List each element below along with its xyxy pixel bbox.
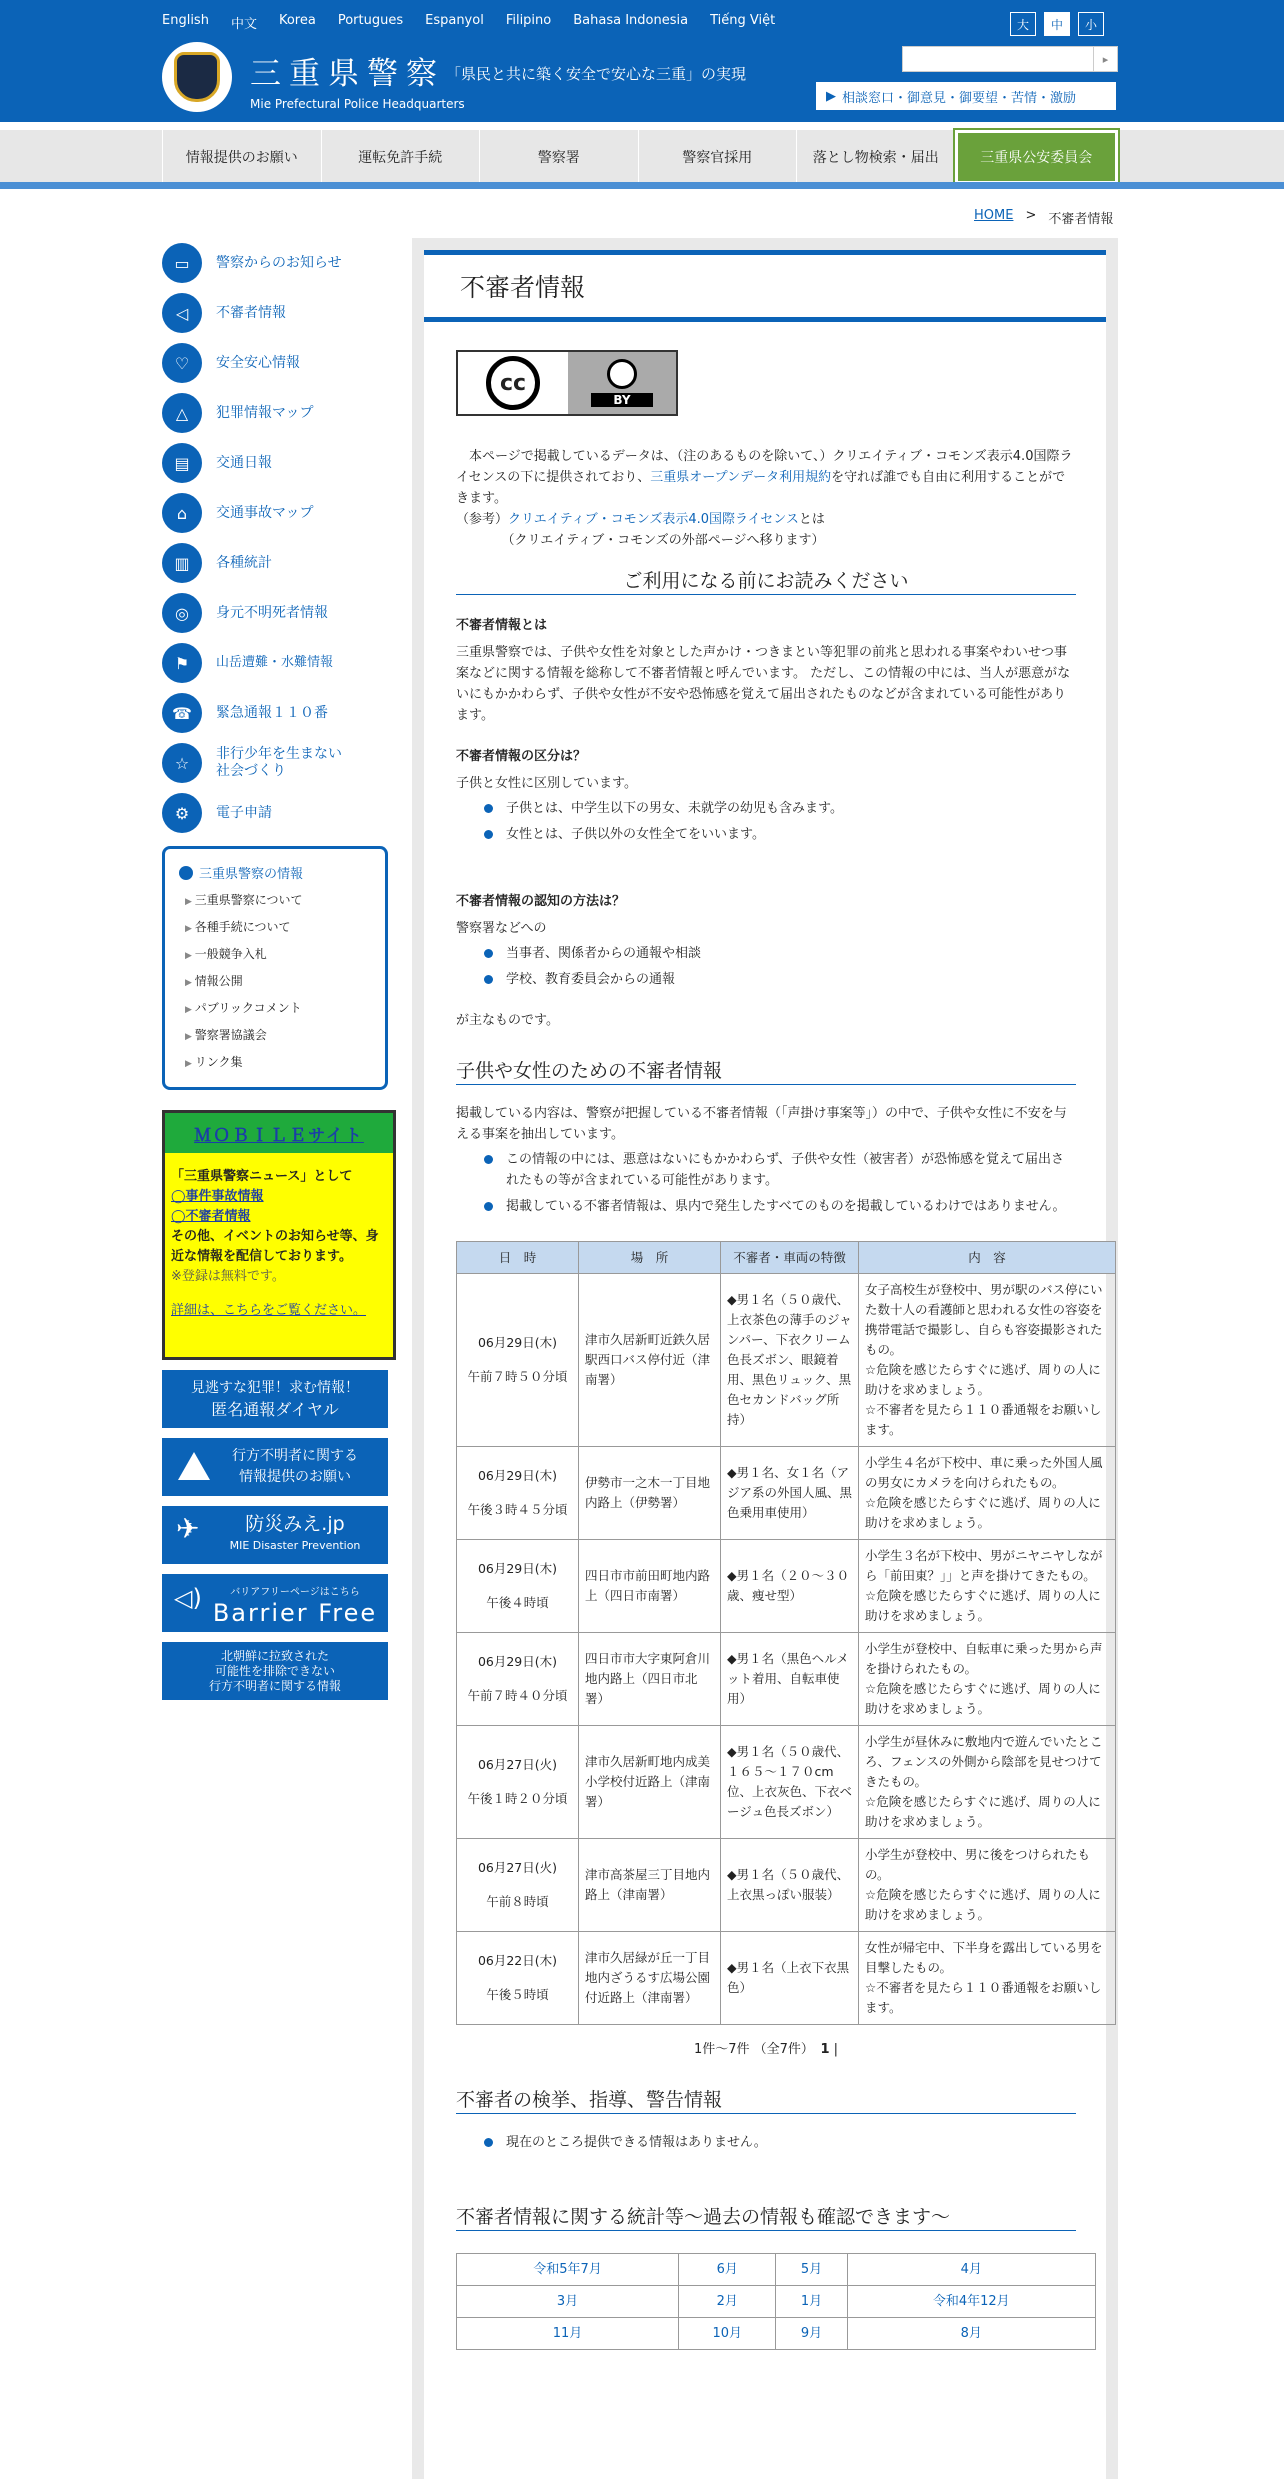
month-link[interactable]: 令和5年7月 — [457, 2254, 679, 2286]
banner-text: Barrier Free — [212, 1599, 378, 1627]
global-nav — [0, 128, 1284, 182]
content-cell: 小学生３名が下校中、男がニヤニヤしながら「前田東？」」と声を掛けてきたもの。 ☆危険を感じたらすぐに逃げ、周りの人に助けを求めましょう。 — [859, 1540, 1116, 1633]
heart-icon: ♡ — [162, 343, 202, 383]
info-link[interactable]: ▶ 警察署協議会 — [179, 1023, 371, 1050]
breadcrumb-separator: > — [1025, 208, 1037, 223]
list-item: 女性とは、子供以外の女性全てをいいます。 — [484, 824, 1076, 845]
date-text: 06月29日(木) — [477, 1654, 558, 1669]
ref-suffix: とは — [798, 512, 825, 527]
site-brand[interactable] — [250, 48, 465, 111]
feature-cell: ◆男１名（上衣下衣黒色） — [721, 1932, 859, 2025]
site-header — [0, 0, 1284, 122]
content-cell: 小学生４名が下校中、車に乗った外国人風の男女にカメラを向けられたもの。 ☆危険を感じたらすぐに逃げ、周りの人に助けを求めましょう。 — [859, 1447, 1116, 1540]
sidebar — [162, 238, 394, 1700]
main-content — [412, 238, 1118, 2479]
content-cell: 小学生が昼休みに敷地内で遊んでいたところ、フェンスの外側から陰部を見せつけてきたもの。 ☆危険を感じたらすぐに逃げ、周りの人に助けを求めましょう。 — [859, 1726, 1116, 1839]
banner-text: 防災みえ.jp — [245, 1513, 345, 1535]
feature-cell: ◆男１名（５０歳代、上衣黒っぽい服装） — [721, 1839, 859, 1932]
sidebar-item-safety[interactable] — [162, 338, 394, 388]
table-row — [457, 1540, 1116, 1633]
motto: 「県民と共に築く安全で安心な三重」の実現 — [446, 65, 747, 83]
sidebar-item-mountain[interactable] — [162, 638, 394, 688]
sidebar-item-label: 緊急通報１１０番 — [216, 704, 328, 721]
what-text: 三重県警察では、子供や女性を対象とした声かけ・つきまとい等犯罪の前兆と思われる事案やわいせつ事案などに関する情報を総称して不審者情報と呼んでいます。 ただし、この情報の中には、当人が悪意がないにもかかわらず、子供や女性が不安や恐怖感を覚えて届出されたものなどが含まれている可能性があります。 — [456, 645, 1071, 723]
table-header: 場 所 — [579, 1242, 721, 1274]
info-link[interactable]: ▶ 各種手続について — [179, 915, 371, 942]
banner-text: 情報提供のお願い — [239, 1469, 351, 1485]
month-link[interactable]: 1月 — [776, 2286, 847, 2318]
mobile-link-accident[interactable]: ◯事件事故情報 — [171, 1189, 264, 1204]
cc-license-link[interactable]: クリエイティブ・コモンズ表示4.0国際ライセンス — [508, 512, 799, 527]
table-header: 不審者・車両の特徴 — [721, 1242, 859, 1274]
month-link[interactable]: 11月 — [457, 2318, 679, 2350]
gnav-item[interactable]: 警察署 — [479, 130, 638, 184]
feature-cell: ◆男１名（５０歳代、１６５～１７０cm位、上衣灰色、下衣ベージュ色長ズボン） — [721, 1726, 859, 1839]
barrier-free-banner[interactable] — [162, 1574, 388, 1632]
feature-cell: ◆男１名、女１名（アジア系の外国人風、黒色乗用車使用） — [721, 1447, 859, 1540]
list-item: 現在のところ提供できる情報はありません。 — [484, 2132, 1076, 2153]
license-text — [456, 446, 1076, 509]
font-size-small-button[interactable]: 小 — [1078, 12, 1104, 36]
list-item: 当事者、関係者からの通報や相談 — [484, 943, 1076, 964]
sidebar-item-label: 身元不明死者情報 — [216, 604, 328, 621]
sidebar-item-label: 安全安心情報 — [216, 354, 300, 371]
search-input[interactable] — [902, 46, 1118, 72]
banner-text: 行方不明者に関する — [232, 1448, 358, 1464]
time-text: 午後４時頃 — [486, 1595, 549, 1610]
reference-text — [456, 509, 1076, 530]
font-size-large-button[interactable]: 大 — [1010, 12, 1036, 36]
what-heading: 不審者情報とは — [456, 618, 548, 633]
date-cell — [457, 1726, 579, 1839]
section-heading: 子供や女性のための不審者情報 — [456, 1061, 1076, 1085]
lang-link[interactable]: Tiếng Việt — [710, 13, 776, 28]
sidebar-item-label: 交通日報 — [216, 454, 272, 471]
sidebar-item-suspicious[interactable] — [162, 288, 394, 338]
consult-button[interactable] — [816, 82, 1116, 110]
ref-prefix: （参考） — [456, 512, 509, 527]
time-text: 午後３時４５分頃 — [467, 1502, 568, 1517]
star-icon: ☆ — [162, 743, 202, 783]
sidebar-item-accident-map[interactable] — [162, 488, 394, 538]
month-link[interactable]: 5月 — [776, 2254, 847, 2286]
consult-label: 相談窓口・御意見・御要望・苦情・激励 — [842, 90, 1077, 106]
gear-icon: ⚙ — [162, 793, 202, 833]
archive-row — [457, 2254, 1096, 2286]
map-icon: ⌂ — [162, 493, 202, 533]
license-text-part: を守れば誰でも自由に利用することができます。 — [456, 470, 1066, 506]
info-link[interactable]: ▶ リンク集 — [179, 1050, 371, 1077]
suspicious-table — [456, 1241, 1116, 2025]
content-cell: 小学生が登校中、男に後をつけられたもの。 ☆危険を感じたらすぐに逃げ、周りの人に助けを求めましょう。 — [859, 1839, 1116, 1932]
lang-link[interactable]: Korea — [278, 13, 316, 28]
time-text: 午前８時頃 — [486, 1894, 549, 1909]
mobile-text: ※登録は無料です。 — [171, 1269, 285, 1284]
page-title: 不審者情報 — [424, 250, 1106, 322]
place-cell: 四日市市大字東阿倉川地内路上（四日市北署） — [579, 1633, 721, 1726]
time-text: 午後５時頃 — [486, 1987, 549, 2002]
font-size-switch — [1010, 12, 1104, 36]
chart-icon: ▥ — [162, 543, 202, 583]
info-box-title-text: 三重県警察の情報 — [199, 867, 304, 882]
table-row — [457, 1274, 1116, 1447]
sidebar-item-label: 各種統計 — [216, 554, 272, 571]
month-link[interactable]: 8月 — [847, 2318, 1095, 2350]
place-cell: 津市高茶屋三丁目地内路上（津南署） — [579, 1839, 721, 1932]
sidebar-item-label: 犯罪情報マップ — [216, 404, 314, 421]
time-text: 午前７時４０分頃 — [467, 1688, 568, 1703]
clipboard-icon: ▤ — [162, 443, 202, 483]
site-name-en: Mie Prefectural Police Headquarters — [250, 97, 465, 111]
table-row — [457, 1447, 1116, 1540]
open-data-terms-link[interactable]: 三重県オープンデータ利用規約 — [650, 470, 832, 485]
warning-icon — [178, 1452, 210, 1480]
table-row — [457, 1633, 1116, 1726]
info-link[interactable]: ▶ 三重県警察について — [179, 888, 371, 915]
header-band — [0, 182, 1284, 189]
bullet-icon — [179, 866, 193, 880]
banner-text: 匿名通報ダイヤル — [211, 1400, 339, 1419]
breadcrumb — [974, 208, 1113, 227]
rocket-icon: ✈ — [176, 1512, 200, 1545]
phone-icon: ☎ — [162, 693, 202, 733]
sidebar-item-crime-map[interactable] — [162, 388, 394, 438]
mobile-site-box — [162, 1110, 396, 1360]
feature-cell: ◆男１名（黒色ヘルメット着用、自転車使用） — [721, 1633, 859, 1726]
info-link[interactable]: ▶ パブリックコメント — [179, 996, 371, 1023]
date-cell — [457, 1839, 579, 1932]
sidebar-item-label: 不審者情報 — [216, 304, 286, 321]
sidebar-item-110[interactable] — [162, 688, 394, 738]
gnav-item[interactable]: 落とし物検索・届出 — [796, 130, 955, 184]
month-link[interactable]: 令和4年12月 — [847, 2286, 1095, 2318]
table-header: 日 時 — [457, 1242, 579, 1274]
person-icon: ◎ — [162, 593, 202, 633]
sidebar-item-label: 交通事故マップ — [216, 504, 314, 521]
lang-link[interactable]: Filipino — [505, 13, 552, 28]
font-size-medium-button[interactable]: 中 — [1044, 12, 1070, 36]
place-cell: 津市久居新町地内成美小学校付近路上（津南署） — [579, 1726, 721, 1839]
banner-text: バリアフリーページはこちら — [230, 1587, 360, 1598]
date-text: 06月29日(木) — [477, 1468, 558, 1483]
table-header: 内 容 — [859, 1242, 1116, 1274]
banner-text: 可能性を排除できない — [214, 1663, 335, 1678]
content-cell: 小学生が登校中、自転車に乗った男から声を掛けられたもの。 ☆危険を感じたらすぐに逃げ、周りの人に助けを求めましょう。 — [859, 1633, 1116, 1726]
lang-link[interactable]: 中文 — [230, 17, 257, 32]
attribution-icon — [607, 359, 637, 389]
reference-note: （クリエイティブ・コモンズの外部ページへ移ります） — [456, 533, 825, 548]
speaker-icon: ◁) — [174, 1584, 202, 1612]
search-button[interactable]: ▸ — [1093, 47, 1117, 71]
feature-cell: ◆男１名（５０歳代、上衣茶色の薄手のジャンパー、下衣クリーム色長ズボン、眼鏡着用、黒色リュック、黒色セカンドバッグ所持） — [721, 1274, 859, 1447]
mobile-text: 「三重県警察ニュース」として — [171, 1169, 353, 1184]
cc-icon: cc — [486, 356, 540, 410]
list-item: 子供とは、中学生以下の男女、未就学の幼児も含みます。 — [484, 798, 1076, 819]
pager: 1件～7件 （全7件） 1 | — [693, 2042, 839, 2057]
mobile-link-suspicious[interactable]: ◯不審者情報 — [171, 1209, 251, 1224]
breadcrumb-home-link[interactable]: HOME — [974, 208, 1014, 223]
time-text: 午後１時２０分頃 — [467, 1791, 568, 1806]
archive-row — [457, 2318, 1096, 2350]
month-link[interactable]: 2月 — [678, 2286, 775, 2318]
anonymous-tip-banner[interactable] — [162, 1370, 388, 1428]
license-text-part: 本ページで掲載しているデータは、（注のあるものを除いて、）クリエイティブ・コモンズ表示4.0国際ライセンスの下に提供されており、 — [456, 449, 1073, 485]
info-box-title — [179, 863, 371, 882]
speaker-icon: ◁ — [162, 293, 202, 333]
bousai-mie-banner[interactable] — [162, 1506, 388, 1564]
month-link[interactable]: 10月 — [678, 2318, 775, 2350]
section-heading: 不審者の検挙、指導、警告情報 — [456, 2090, 1076, 2114]
banner-text: 北朝鮮に拉致された — [220, 1648, 329, 1663]
sidebar-item-unidentified[interactable] — [162, 588, 394, 638]
warning-icon: △ — [162, 393, 202, 433]
gnav-item-commission[interactable]: 三重県公安委員会 — [955, 130, 1119, 184]
gnav-item[interactable]: 情報提供のお願い — [162, 130, 321, 184]
gnav-item[interactable]: 運転免許手続 — [321, 130, 480, 184]
missing-persons-banner[interactable] — [162, 1438, 388, 1496]
play-icon: ▶ — [826, 88, 836, 104]
banner-text: MIE Disaster Prevention — [229, 1539, 361, 1552]
chat-icon: ▭ — [162, 243, 202, 283]
feature-cell: ◆男１名（２０～３０歳、痩せ型） — [721, 1540, 859, 1633]
date-text: 06月27日(火) — [477, 1860, 558, 1875]
sidebar-item-e-application[interactable] — [162, 788, 394, 838]
place-cell: 四日市市前田町地内路上（四日市南署） — [579, 1540, 721, 1633]
pager-current-page: 1 — [820, 2042, 830, 2057]
sidebar-item-traffic-daily[interactable] — [162, 438, 394, 488]
classification-text: 子供と女性に区別しています。 — [456, 776, 637, 791]
content-cell: 女子高校生が登校中、男が駅のバス停にいた数十人の看護師と思われる女性の容姿を携帯電話で撮影し、自らも容姿撮影されたもの。 ☆危険を感じたらすぐに逃げ、周りの人に助けを求めましょう。 ☆不審者を見たら１１０番通報をお願いします。 — [859, 1274, 1116, 1447]
section-heading: 不審者情報に関する統計等～過去の情報も確認できます～ — [456, 2207, 1076, 2231]
table-row — [457, 1839, 1116, 1932]
pager-summary: 1件～7件 （全7件） — [693, 2042, 808, 2057]
date-text: 06月27日(火) — [477, 1757, 558, 1772]
month-link[interactable]: 3月 — [457, 2286, 679, 2318]
date-text: 06月22日(木) — [477, 1953, 558, 1968]
lang-link[interactable]: English — [162, 13, 209, 28]
emblem-icon — [174, 52, 220, 102]
sidebar-item-label: 警察からのお知らせ — [216, 254, 342, 271]
read-before-heading: ご利用になる前にお読みください — [456, 571, 1076, 595]
classification-heading: 不審者情報の区分は？ — [456, 749, 587, 764]
list-item: 学校、教育委員会からの通報 — [484, 969, 1076, 990]
date-cell — [457, 1633, 579, 1726]
date-text: 06月29日(木) — [477, 1335, 558, 1350]
mobile-site-title[interactable]: ＭＯＢＩＬＥサイト — [165, 1113, 393, 1153]
banner-text: 行方不明者に関する情報 — [208, 1678, 341, 1693]
lang-link[interactable]: Bahasa Indonesia — [573, 13, 689, 28]
banner-text: 見逃すな犯罪！求む情報！ — [191, 1380, 359, 1396]
how-end-text: が主なものです。 — [456, 1013, 559, 1028]
date-cell — [457, 1540, 579, 1633]
mobile-text: その他、イベントのお知らせ等、身近な情報を配信しております。 — [171, 1229, 379, 1264]
sidebar-item-label: 電子申請 — [216, 804, 272, 821]
info-box — [162, 846, 388, 1090]
month-link[interactable]: 6月 — [678, 2254, 775, 2286]
date-cell — [457, 1447, 579, 1540]
how-heading: 不審者情報の認知の方法は？ — [456, 894, 626, 909]
place-cell: 津市久居新町近鉄久居駅西口バス停付近（津南署） — [579, 1274, 721, 1447]
police-emblem-logo[interactable] — [162, 42, 232, 112]
info-link[interactable]: ▶ 一般競争入札 — [179, 942, 371, 969]
flag-icon: ⚑ — [162, 643, 202, 683]
date-cell — [457, 1932, 579, 2025]
monthly-archive-table — [456, 2253, 1096, 2350]
site-name-jp: 三重県警察 — [250, 56, 445, 92]
gnav-item[interactable]: 警察官採用 — [638, 130, 797, 184]
list-item: 掲載している不審者情報は、県内で発生したすべてのものを掲載しているわけではありません。 — [484, 1196, 1076, 1217]
content-cell: 女性が帰宅中、下半身を露出している男を目撃したもの。 ☆不審者を見たら１１０番通報をお願いします。 — [859, 1932, 1116, 2025]
date-cell — [457, 1274, 579, 1447]
archive-row — [457, 2286, 1096, 2318]
by-label: BY — [591, 393, 652, 407]
place-cell: 津市久居緑が丘一丁目地内ざうるす広場公園付近路上（津南署） — [579, 1932, 721, 2025]
sidebar-item-label: 非行少年を生まない 社会づくり — [216, 746, 342, 779]
how-text: 警察署などへの — [456, 921, 547, 936]
month-link[interactable]: 9月 — [776, 2318, 847, 2350]
lang-link[interactable]: Espanyol — [425, 13, 484, 28]
sidebar-item-notices[interactable] — [162, 238, 394, 288]
place-cell: 伊勢市一之木一丁目地内路上（伊勢署） — [579, 1447, 721, 1540]
date-text: 06月29日(木) — [477, 1561, 558, 1576]
table-row — [457, 1932, 1116, 2025]
cc-by-license-badge[interactable] — [456, 350, 678, 416]
mobile-more-link[interactable]: 詳細は、こちらをご覧ください。 — [171, 1303, 367, 1318]
info-link[interactable]: ▶ 情報公開 — [179, 969, 371, 996]
section-text: 掲載している内容は、警察が把握している不審者情報（「声掛け事案等」）の中で、子供や女性に不安を与える事案を抽出しています。 — [456, 1106, 1067, 1142]
month-link[interactable]: 4月 — [847, 2254, 1095, 2286]
breadcrumb-current: 不審者情報 — [1048, 212, 1114, 227]
sidebar-item-youth[interactable] — [162, 738, 394, 788]
time-text: 午前７時５０分頃 — [467, 1369, 568, 1384]
list-item: この情報の中には、悪意はないにもかかわらず、子供や女性（被害者）が恐怖感を覚えて届出されたもの等が含まれている可能性があります。 — [484, 1149, 1076, 1191]
table-row — [457, 1726, 1116, 1839]
language-links — [162, 13, 775, 32]
abduction-banner[interactable] — [162, 1642, 388, 1700]
lang-link[interactable]: Portugues — [337, 13, 404, 28]
sidebar-item-statistics[interactable] — [162, 538, 394, 588]
sidebar-item-label: 山岳遭難・水難情報 — [216, 655, 334, 671]
